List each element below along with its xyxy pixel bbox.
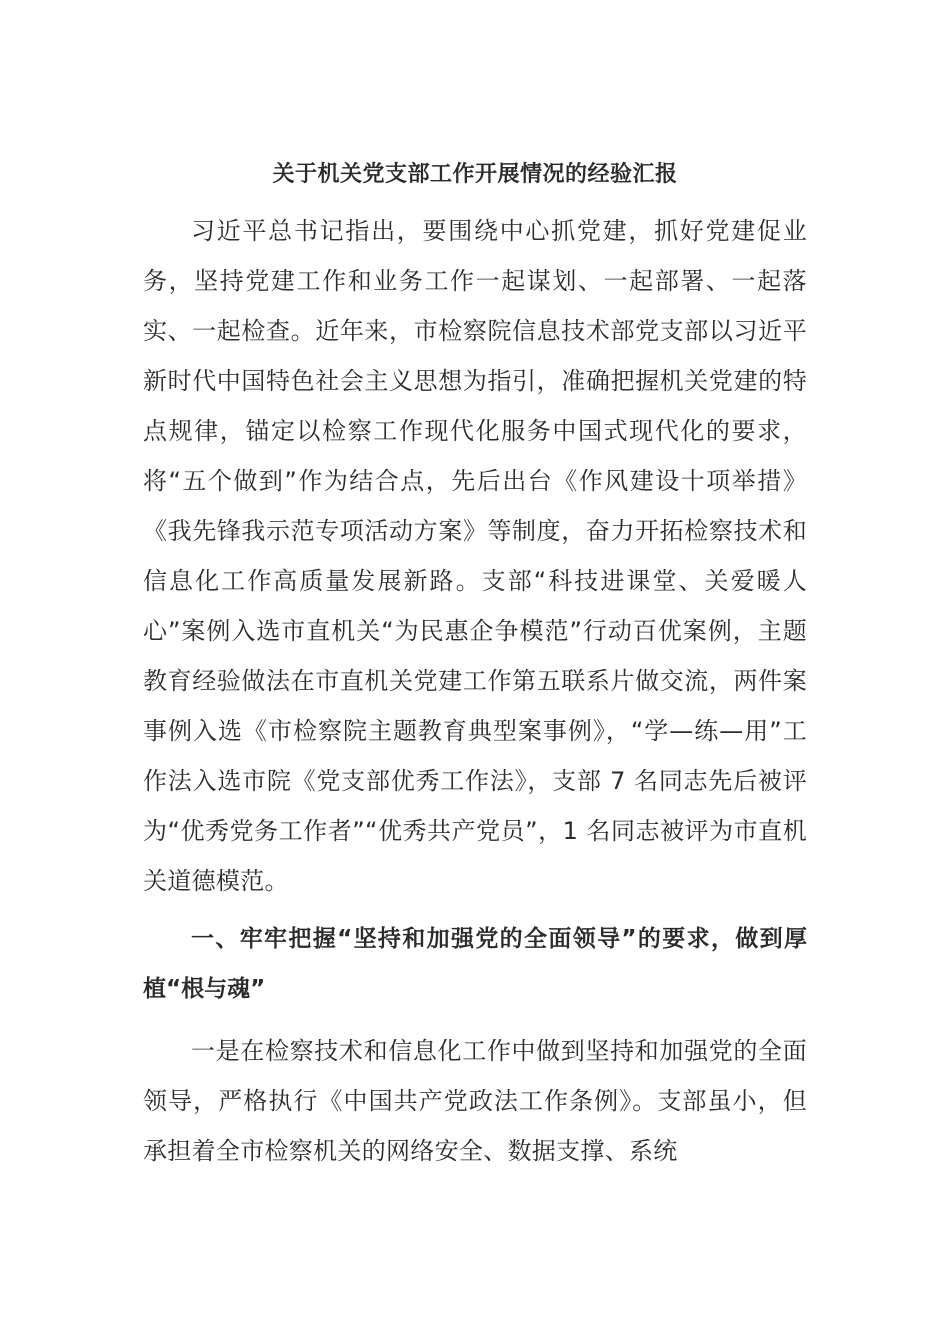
section-paragraph: 一是在检察技术和信息化工作中做到坚持和加强党的全面领导，严格执行《中国共产党政法工作条例》。支部虽小，但承担着全市检察机关的网络安全、数据支撑、系统 xyxy=(143,1037,807,1165)
section-heading: 一、牢牢把握“坚持和加强党的全面领导”的要求，做到厚植“根与魂” xyxy=(143,926,807,1002)
document-title: 关于机关党支部工作开展情况的经验汇报 xyxy=(272,162,678,187)
intro-paragraph: 习近平总书记指出，要围绕中心抓党建，抓好党建促业务，坚持党建工作和业务工作一起谋划、一起部署、一起落实、一起检查。近年来，市检察院信息技术部党支部以习近平新时代中国特色社会主义思想为指引，准确把握机关党建的特点规律，锚定以检察工作现代化服务中国式现代化的要求，将“五个做到”作为结合点，先后出台《作风建设十项举措》《我先锋我示范专项活动方案》等制度，奋力开拓检察技术和信息化工作高质量发展新路。支部“科技进课堂、关爱暖人心”案例入选市直机关“为民惠企争模范”行动百优案例，主题教育经验做法在市直机关党建工作第五联系片做交流，两件案事例入选《市检察院主题教育典型案事例》，“学—练—用”工作法入选市院《党支部优秀工作法》，支部 7 名同志先后被评为“优秀党务工作者”“优秀共产党员”，1 名同志被评为市直机关道德模范。 xyxy=(143,217,807,895)
document-page xyxy=(143,150,807,1176)
